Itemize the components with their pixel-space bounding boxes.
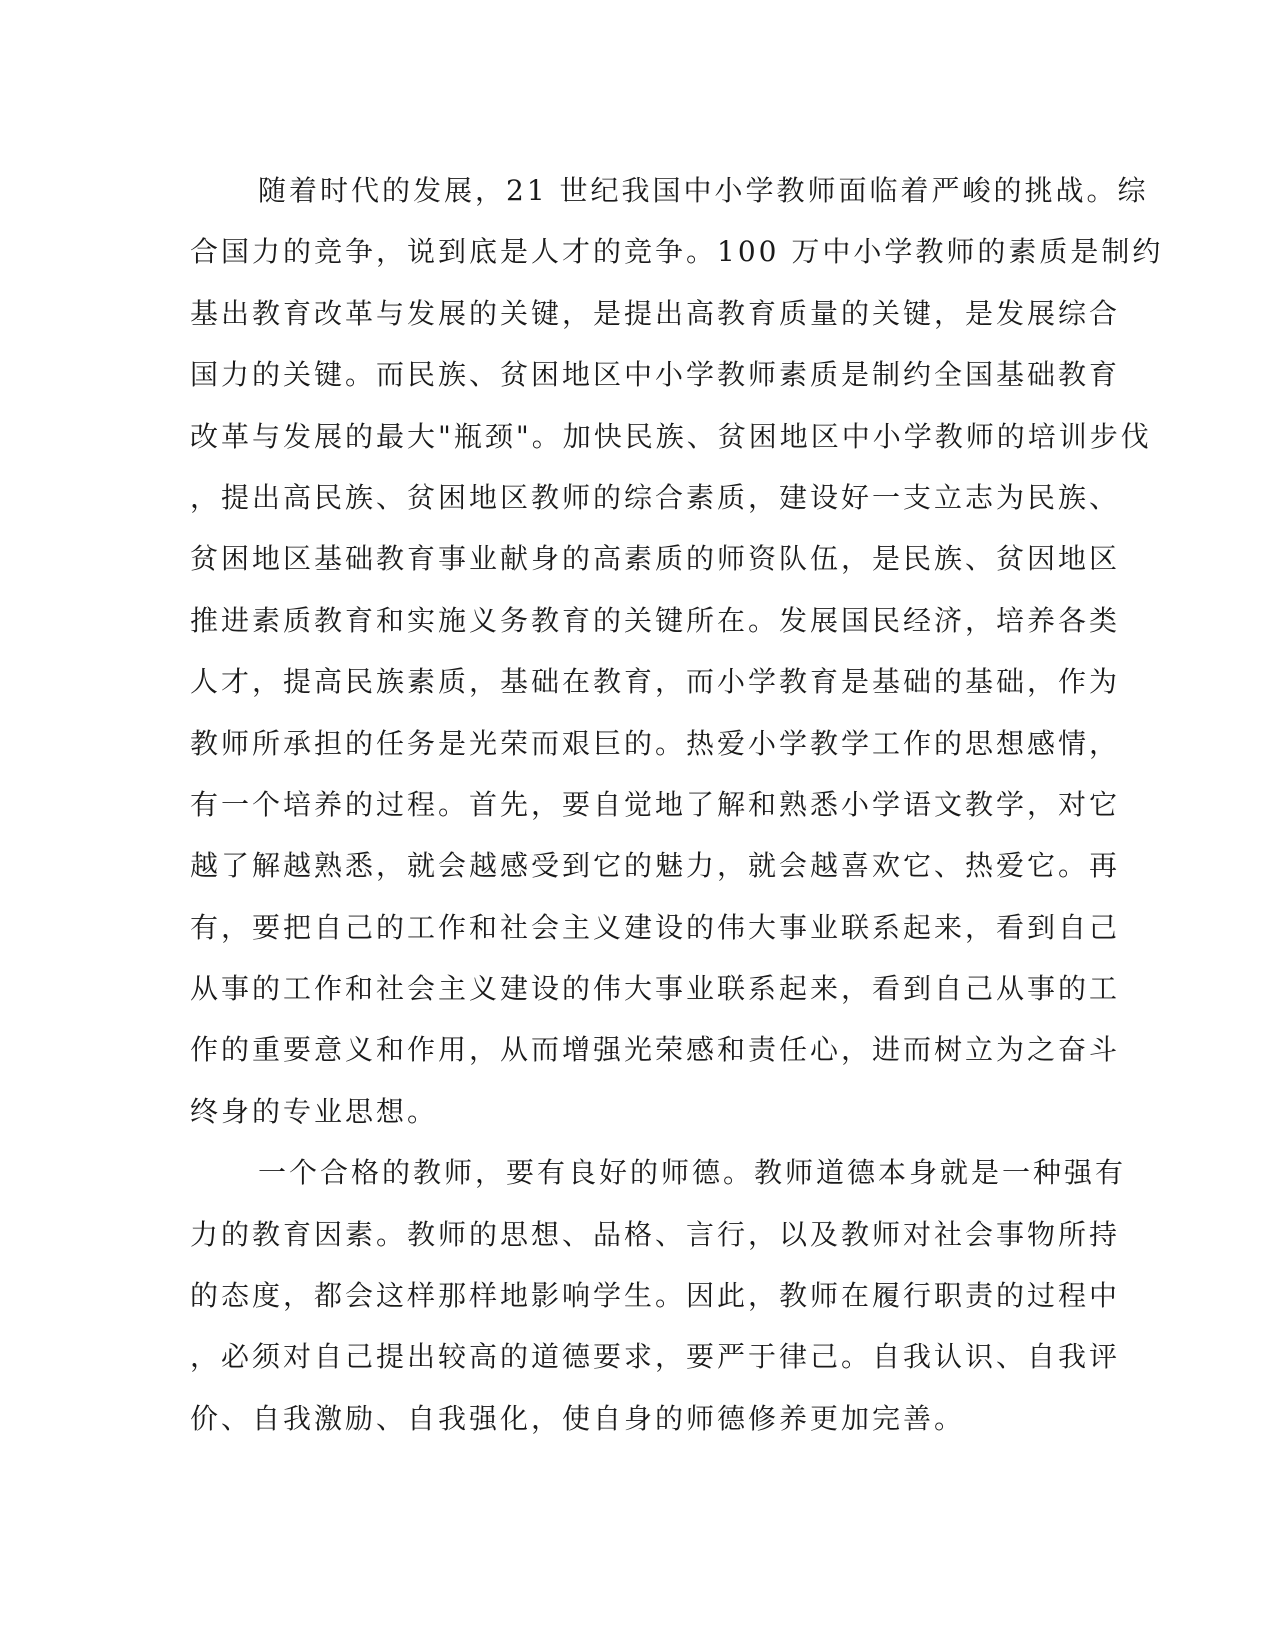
paragraph-2 [190, 1142, 1127, 1449]
text-line: 有，要把自己的工作和社会主义建设的伟大事业联系起来，看到自己 [190, 910, 1121, 944]
text-line: 价、自我激励、自我强化，使自身的师德修养更加完善。 [190, 1401, 966, 1435]
text-line: 从事的工作和社会主义建设的伟大事业联系起来，看到自己从事的工 [190, 972, 1121, 1006]
text-line: 终身的专业思想。 [190, 1094, 439, 1128]
text-line: 国力的关键。而民族、贫困地区中小学教师素质是制约全国基础教育 [190, 358, 1121, 392]
text-line: 贫困地区基础教育事业献身的高素质的师资队伍，是民族、贫因地区 [190, 542, 1121, 576]
text-line: ，必须对自己提出较高的道德要求，要严于律己。自我认识、自我评 [190, 1340, 1121, 1374]
text-line: 推进素质教育和实施义务教育的关键所在。发展国民经济，培养各类 [190, 603, 1121, 637]
text-line: 合国力的竞争，说到底是人才的竞争。100 万中小学教师的素质是制约 [190, 235, 1164, 269]
text-line: 的态度，都会这样那样地影响学生。因此，教师在履行职责的过程中 [190, 1279, 1121, 1313]
text-line: 一个合格的教师，要有良好的师德。教师道德本身就是一种强有 [258, 1156, 1127, 1190]
text-line: 教师所承担的任务是光荣而艰巨的。热爱小学教学工作的思想感情， [190, 726, 1121, 760]
text-line: ，提出高民族、贫困地区教师的综合素质，建设好一支立志为民族、 [190, 480, 1121, 514]
text-line: 随着时代的发展，21 世纪我国中小学教师面临着严峻的挑战。综 [258, 174, 1149, 207]
text-line: 改革与发展的最大"瓶颈"。加快民族、贫困地区中小学教师的培训步伐 [190, 419, 1152, 453]
text-line: 作的重要意义和作用，从而增强光荣感和责任心，进而树立为之奋斗 [190, 1033, 1121, 1067]
text-line: 力的教育因素。教师的思想、品格、言行，以及教师对社会事物所持 [190, 1217, 1121, 1251]
text-line: 基出教育改革与发展的关键，是提出高教育质量的关键，是发展综合 [190, 296, 1121, 330]
text-line: 越了解越熟悉，就会越感受到它的魅力，就会越喜欢它、热爱它。再 [190, 849, 1121, 883]
paragraph-1 [190, 160, 1164, 1142]
text-line: 人才，提高民族素质，基础在教育，而小学教育是基础的基础，作为 [190, 665, 1121, 699]
document-body [190, 160, 1164, 1449]
text-line: 有一个培养的过程。首先，要自觉地了解和熟悉小学语文教学，对它 [190, 787, 1121, 821]
